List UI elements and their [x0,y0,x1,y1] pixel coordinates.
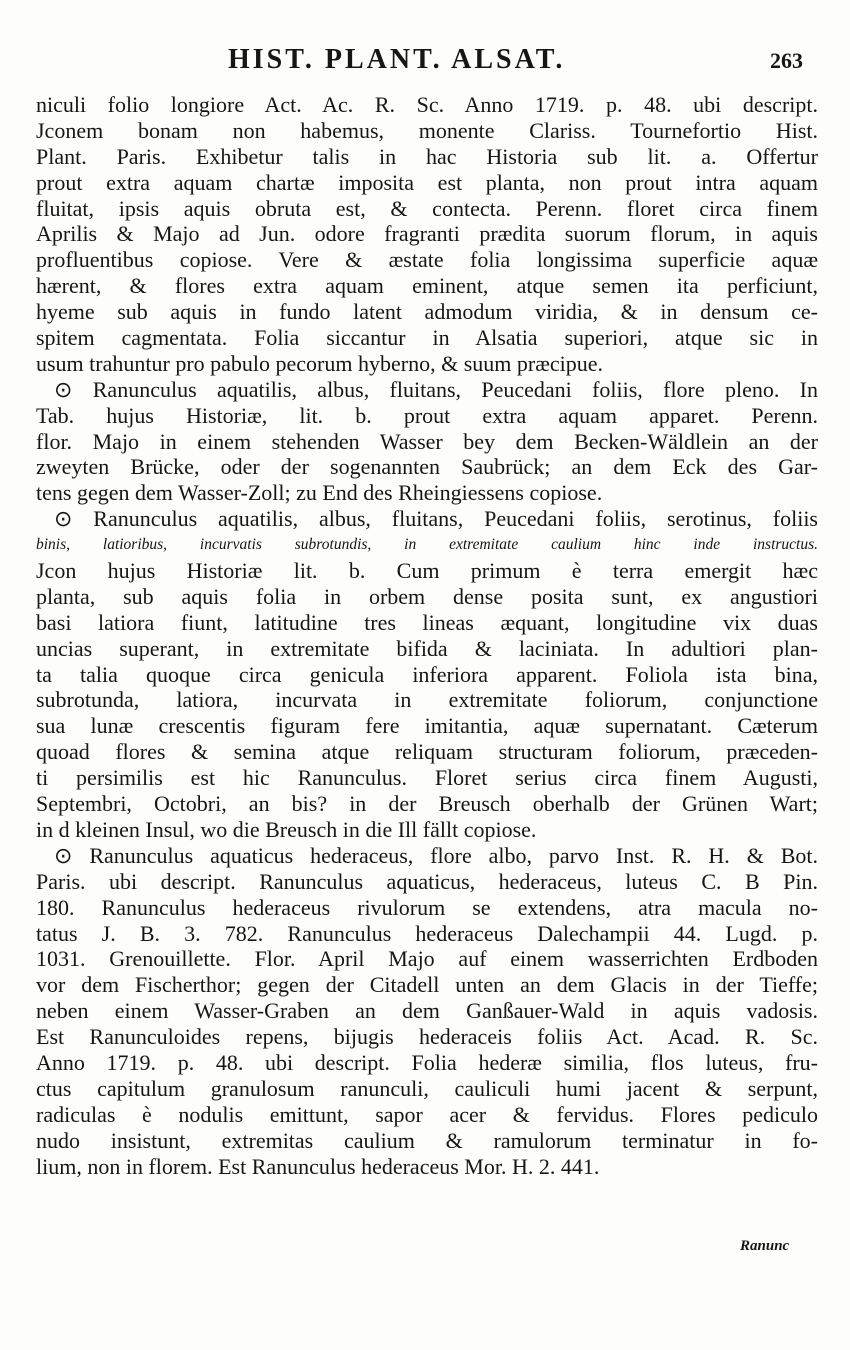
running-title: HIST. PLANT. ALSAT. [228,44,566,75]
text-line: tatus J. B. 3. 782. Ranunculus hederaceus Dalechampii 44. Lugd. p. [36,920,818,946]
text-line: spitem cagmentata. Folia siccantur in Alsatia superiori, atque sic in [36,325,818,351]
text-line: sua lunæ crescentis figuram fere imitantia, aquæ supernatant. Cæterum [36,713,818,739]
text-line: profluentibus copiose. Vere & æstate folia longissima superficie aquæ [36,247,818,273]
text-line: vor dem Fischerthor; gegen der Citadell unten an dem Glacis in der Tieffe; [36,972,818,998]
text-line: ta talia quoque circa genicula inferiora apparent. Foliola ista bina, [36,661,818,687]
text-line: hyeme sub aquis in fundo latent admodum viridia, & in densum ce- [36,299,818,325]
text-line: 180. Ranunculus hederaceus rivulorum se extendens, atra macula no- [36,894,818,920]
species-entry-heading: ⊙ Ranunculus aquaticus hederaceus, flore albo, parvo Inst. R. H. & Bot. [54,842,818,868]
text-line: in d kleinen Insul, wo die Breusch in die Ill fällt copiose. [36,816,537,842]
text-line: ctus capitulum granulosum ranunculi, cauliculi humi jacent & serpunt, [36,1075,818,1101]
text-line: planta, sub aquis folia in orbem dense posita sunt, ex angustiori [36,583,818,609]
text-line: Tab. hujus Historiæ, lit. b. prout extra aquam apparet. Perenn. [36,402,818,428]
text-line: quoad flores & semina atque reliquam structuram foliorum, præceden- [36,739,818,765]
text-line: Est Ranunculoides repens, bijugis hederaceis foliis Act. Acad. R. Sc. [36,1024,818,1050]
text-line: hærent, & flores extra aquam eminent, atque semen ita perficiunt, [36,273,818,299]
species-entry-heading-continued: binis, latioribus, incurvatis subrotundis, in extremitate caulium hinc inde instructus. [36,536,818,554]
text-line: zweyten Brücke, oder der sogenannten Saubrück; an dem Eck des Gar- [36,454,818,480]
text-line: tens gegen dem Wasser-Zoll; zu End des Rheingiessens copiose. [36,480,603,506]
text-line: prout extra aquam chartæ imposita est planta, non prout intra aquam [36,169,818,195]
text-line: uncias superant, in extremitate bifida & laciniata. In adultiori plan- [36,635,818,661]
text-line: flor. Majo in einem stehenden Wasser bey dem Becken-Wäldlein an der [36,428,818,454]
text-line: Septembri, Octobri, an bis? in der Breusch oberhalb der Grünen Wart; [36,791,818,817]
text-line: radiculas è nodulis emittunt, sapor acer & fervidus. Flores pediculo [36,1101,818,1127]
species-entry-heading: ⊙ Ranunculus aquatilis, albus, fluitans, Peucedani foliis, serotinus, foliis [54,506,818,532]
text-line: Anno 1719. p. 48. ubi descript. Folia hederæ similia, flos luteus, fru- [36,1049,818,1075]
text-line: lium, non in florem. Est Ranunculus hederaceus Mor. H. 2. 441. [36,1153,600,1179]
text-line: Aprilis & Majo ad Jun. odore fragranti prædita suorum florum, in aquis [36,221,818,247]
catchword: Ranunc [740,1238,790,1254]
text-line: ti persimilis est hic Ranunculus. Floret serius circa finem Augusti, [36,765,818,791]
species-entry-heading: ⊙ Ranunculus aquatilis, albus, fluitans, Peucedani foliis, flore pleno. In [54,376,818,402]
page-header [0,44,850,84]
text-line: Plant. Paris. Exhibetur talis in hac Historia sub lit. a. Offertur [36,143,818,169]
page-number: 263 [770,48,803,73]
text-line: niculi folio longiore Act. Ac. R. Sc. Anno 1719. p. 48. ubi descript. [36,92,818,117]
text-line: nudo insistunt, extremitas caulium & ramulorum terminatur in fo- [36,1127,818,1153]
text-line: neben einem Wasser-Graben an dem Ganßauer-Wald in aquis vadosis. [36,998,818,1024]
text-line: Jconem bonam non habemus, monente Clariss. Tournefortio Hist. [36,117,818,143]
text-line: Paris. ubi descript. Ranunculus aquaticus, hederaceus, luteus C. B Pin. [36,868,818,894]
body-text [36,92,818,1179]
text-line: basi latiora fiunt, latitudine tres lineas æquant, longitudine vix duas [36,609,818,635]
text-line: Jcon hujus Historiæ lit. b. Cum primum è terra emergit hæc [36,558,818,584]
text-line: 1031. Grenouillette. Flor. April Majo auf einem wasserrichten Erdboden [36,946,818,972]
text-line: subrotunda, latiora, incurvata in extremitate foliorum, conjunctione [36,687,818,713]
text-line: usum trahuntur pro pabulo pecorum hyberno, & suum præcipue. [36,350,604,376]
text-line: fluitat, ipsis aquis obruta est, & contecta. Perenn. floret circa finem [36,195,818,221]
